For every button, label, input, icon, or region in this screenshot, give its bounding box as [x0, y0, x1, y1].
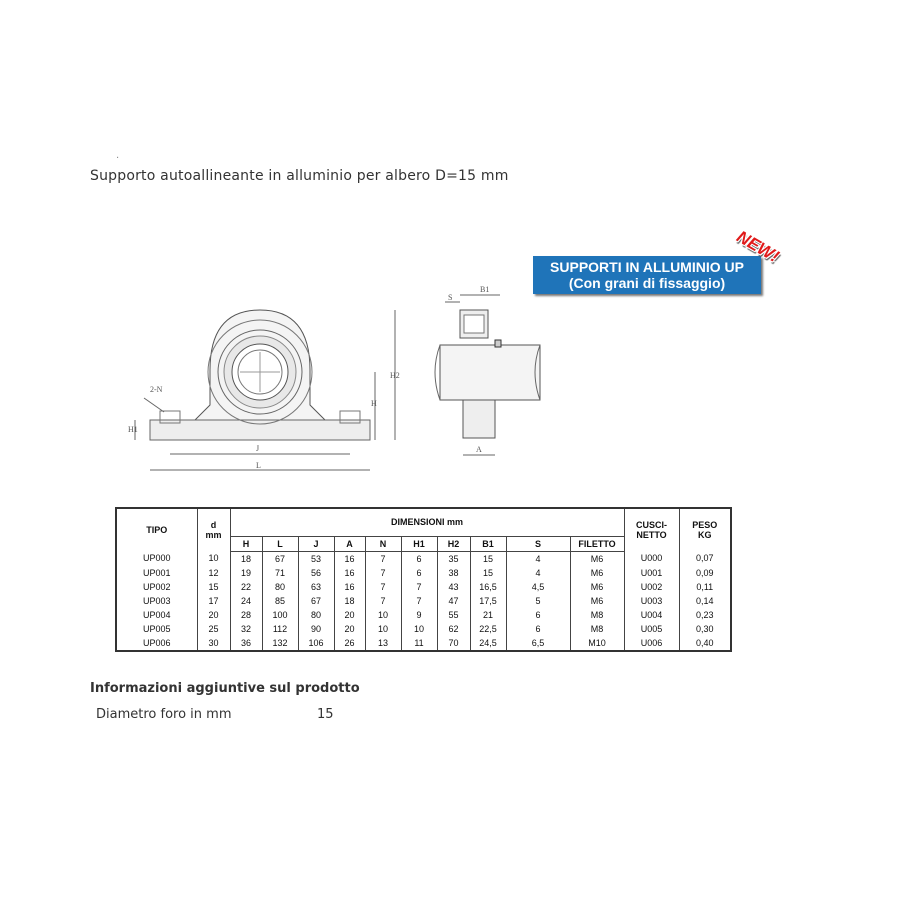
table-cell: 38: [437, 566, 470, 580]
table-cell: 32: [230, 622, 262, 636]
table-cell: 21: [470, 608, 506, 622]
table-cell: 10: [197, 551, 230, 566]
table-cell: 55: [437, 608, 470, 622]
additional-info-heading: Informazioni aggiuntive sul prodotto: [90, 681, 360, 696]
table-cell: 0,14: [679, 594, 731, 608]
label-h: H: [371, 399, 377, 408]
table-cell: 18: [334, 594, 365, 608]
table-cell: 22: [230, 580, 262, 594]
table-cell: 35: [437, 551, 470, 566]
table-cell: UP001: [116, 566, 197, 580]
table-cell: M6: [570, 551, 624, 566]
front-view: [135, 310, 395, 470]
table-cell: 70: [437, 636, 470, 651]
table-cell: 7: [401, 594, 437, 608]
badge-line-2: (Con grani di fissaggio): [568, 275, 726, 291]
label-b1: B1: [480, 285, 490, 294]
table-cell: 6: [506, 622, 570, 636]
table-cell: 0,11: [679, 580, 731, 594]
bore-diameter-value: 15: [317, 707, 334, 722]
table-cell: 0,23: [679, 608, 731, 622]
table-cell: 13: [365, 636, 401, 651]
header-cuscinetto-1: CUSCI-: [636, 520, 667, 530]
table-cell: U000: [624, 551, 679, 566]
table-cell: U001: [624, 566, 679, 580]
table-cell: 0,40: [679, 636, 731, 651]
table-cell: M10: [570, 636, 624, 651]
subheader-h2: H2: [437, 536, 470, 551]
label-l: L: [256, 461, 261, 470]
table-cell: 80: [298, 608, 334, 622]
table-cell: 10: [365, 608, 401, 622]
table-cell: 112: [262, 622, 298, 636]
label-h1: H1: [128, 425, 138, 434]
table-cell: M6: [570, 580, 624, 594]
table-cell: UP003: [116, 594, 197, 608]
subheader-s: S: [506, 536, 570, 551]
table-cell: 25: [197, 622, 230, 636]
header-d: [197, 508, 230, 551]
table-cell: 63: [298, 580, 334, 594]
new-starburst-logo: NEW!: [733, 227, 783, 267]
subheader-filetto: FILETTO: [570, 536, 624, 551]
header-d-label: d: [210, 520, 217, 530]
table-cell: 9: [401, 608, 437, 622]
decorative-dot: .: [116, 150, 120, 161]
header-cuscinetto-2: NETTO: [636, 530, 667, 540]
label-a: A: [476, 445, 482, 454]
table-cell: 67: [262, 551, 298, 566]
label-j: J: [256, 444, 260, 453]
subheader-h1: H1: [401, 536, 437, 551]
subheader-l: L: [262, 536, 298, 551]
table-cell: 7: [365, 551, 401, 566]
table-cell: UP006: [116, 636, 197, 651]
label-s: S: [448, 293, 453, 302]
table-cell: 6: [401, 551, 437, 566]
dimensions-table: [115, 507, 732, 652]
table-cell: 10: [401, 622, 437, 636]
table-cell: 7: [365, 594, 401, 608]
table-cell: 28: [230, 608, 262, 622]
table-cell: 43: [437, 580, 470, 594]
table-cell: 18: [230, 551, 262, 566]
table-cell: UP000: [116, 551, 197, 566]
table-cell: 36: [230, 636, 262, 651]
side-view: [435, 295, 540, 455]
badge-line-1: SUPPORTI IN ALLUMINIO UP: [550, 259, 744, 275]
table-cell: 132: [262, 636, 298, 651]
technical-drawing: [120, 280, 560, 480]
table-cell: 11: [401, 636, 437, 651]
table-cell: 4,5: [506, 580, 570, 594]
table-row: [116, 594, 731, 608]
table-cell: 4: [506, 551, 570, 566]
table-cell: 6: [401, 566, 437, 580]
table-cell: 15: [197, 580, 230, 594]
subheader-n: N: [365, 536, 401, 551]
bore-diameter-label: Diametro foro in mm: [96, 707, 232, 722]
table-cell: UP002: [116, 580, 197, 594]
table-cell: 30: [197, 636, 230, 651]
subheader-h: H: [230, 536, 262, 551]
table-cell: 62: [437, 622, 470, 636]
table-cell: 22,5: [470, 622, 506, 636]
table-cell: 17,5: [470, 594, 506, 608]
table-cell: 80: [262, 580, 298, 594]
table-cell: 6,5: [506, 636, 570, 651]
table-row: [116, 566, 731, 580]
table-row: [116, 608, 731, 622]
table-cell: 16: [334, 566, 365, 580]
table-cell: M8: [570, 622, 624, 636]
subheader-b1: B1: [470, 536, 506, 551]
table-cell: 47: [437, 594, 470, 608]
table-cell: 24: [230, 594, 262, 608]
table-cell: 7: [401, 580, 437, 594]
table-cell: 106: [298, 636, 334, 651]
table-cell: 26: [334, 636, 365, 651]
table-cell: 0,09: [679, 566, 731, 580]
promo-badge: [533, 256, 761, 294]
table-row: [116, 622, 731, 636]
table-cell: U003: [624, 594, 679, 608]
subheader-j: J: [298, 536, 334, 551]
table-cell: 7: [365, 580, 401, 594]
table-cell: 20: [197, 608, 230, 622]
header-tipo: TIPO: [116, 508, 197, 551]
header-d-unit: mm: [205, 530, 222, 540]
header-dimensioni: DIMENSIONI mm: [230, 508, 624, 536]
table-row: [116, 551, 731, 566]
table-cell: 100: [262, 608, 298, 622]
table-cell: 7: [365, 566, 401, 580]
table-cell: 67: [298, 594, 334, 608]
table-cell: 71: [262, 566, 298, 580]
table-cell: U004: [624, 608, 679, 622]
table-cell: 19: [230, 566, 262, 580]
table-cell: 10: [365, 622, 401, 636]
table-cell: UP004: [116, 608, 197, 622]
table-cell: 16: [334, 551, 365, 566]
label-2n: 2-N: [150, 385, 163, 394]
table-cell: U002: [624, 580, 679, 594]
table-cell: 4: [506, 566, 570, 580]
product-description: Supporto autoallineante in alluminio per albero D=15 mm: [90, 168, 509, 184]
header-peso: [679, 508, 731, 551]
table-cell: M8: [570, 608, 624, 622]
table-row: [116, 580, 731, 594]
table-cell: 20: [334, 622, 365, 636]
table-cell: 0,07: [679, 551, 731, 566]
header-peso-label: PESO: [692, 520, 718, 530]
table-cell: M6: [570, 594, 624, 608]
table-cell: 5: [506, 594, 570, 608]
table-cell: 17: [197, 594, 230, 608]
table-cell: UP005: [116, 622, 197, 636]
table-cell: M6: [570, 566, 624, 580]
table-cell: U006: [624, 636, 679, 651]
table-cell: 15: [470, 551, 506, 566]
table-cell: U005: [624, 622, 679, 636]
table-cell: 53: [298, 551, 334, 566]
table-cell: 56: [298, 566, 334, 580]
table-cell: 12: [197, 566, 230, 580]
header-peso-unit: KG: [698, 530, 712, 540]
table-row: [116, 636, 731, 651]
label-h2: H2: [390, 371, 400, 380]
table-cell: 0,30: [679, 622, 731, 636]
table-cell: 85: [262, 594, 298, 608]
table-cell: 15: [470, 566, 506, 580]
table-cell: 20: [334, 608, 365, 622]
table-cell: 90: [298, 622, 334, 636]
table-cell: 24,5: [470, 636, 506, 651]
table-cell: 16: [334, 580, 365, 594]
header-cuscinetto: [624, 508, 679, 551]
table-cell: 16,5: [470, 580, 506, 594]
subheader-a: A: [334, 536, 365, 551]
table-cell: 6: [506, 608, 570, 622]
